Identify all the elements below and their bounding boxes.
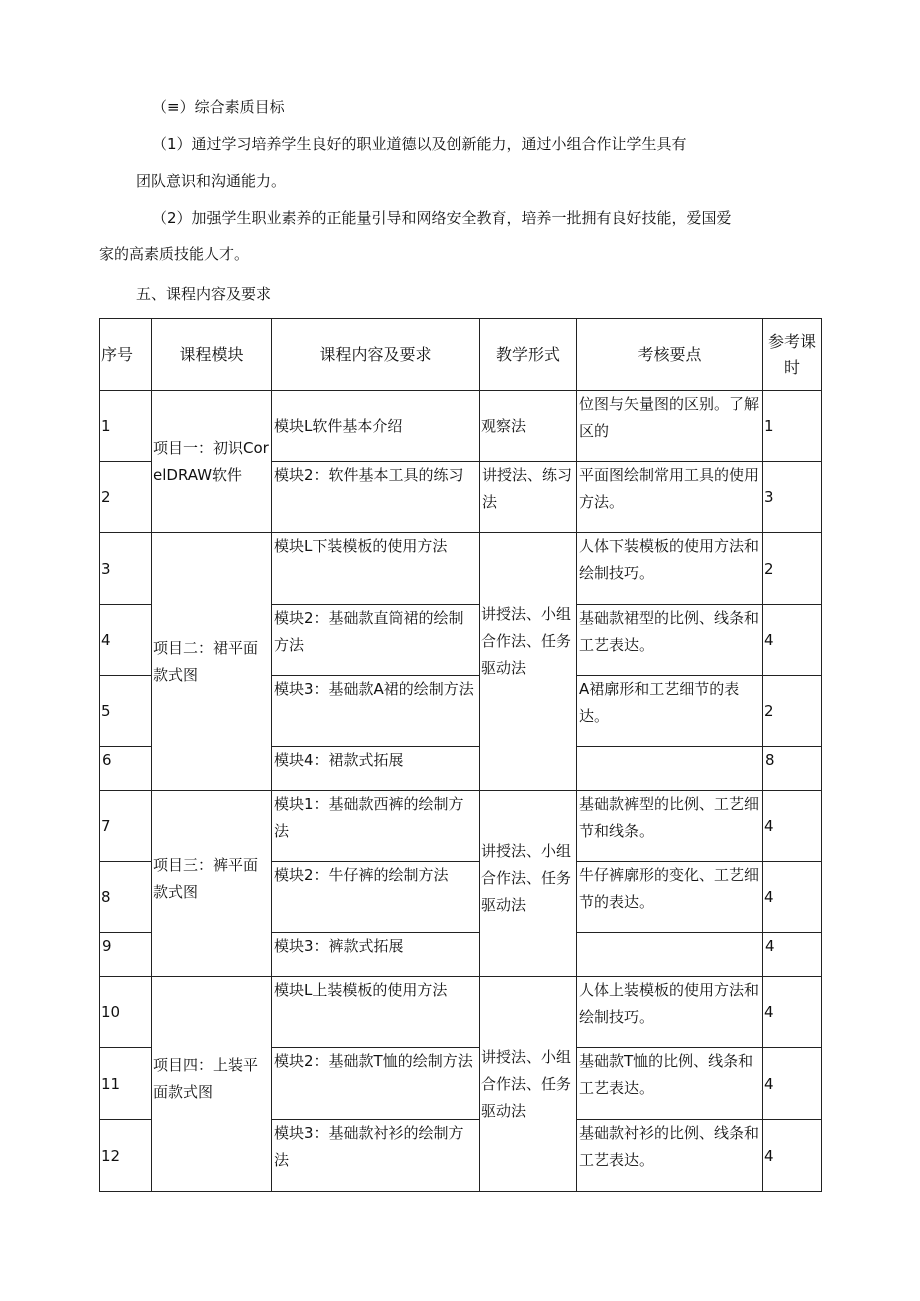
goal-2-line1: （2）加强学生职业素养的正能量引导和网络安全教育，培养一批拥有良好技能，爱国爱	[152, 209, 732, 227]
section5-heading: 五、课程内容及要求	[136, 285, 272, 303]
row-no: 1	[100, 391, 152, 462]
row-assess: 人体下装模板的使用方法和绘制技巧。	[577, 533, 763, 605]
row-assess: 平面图绘制常用工具的使用方法。	[577, 462, 763, 533]
project-1: 项目一：初识CorelDRAW软件	[152, 391, 272, 533]
goal-1-line2: 团队意识和沟通能力。	[136, 172, 287, 190]
method-group-2: 讲授法、小组合作法、任务驱动法	[480, 791, 577, 977]
row-assess: 位图与矢量图的区别。了解区的	[577, 391, 763, 462]
goal-2-line2: 家的高素质技能人才。	[99, 245, 250, 263]
goal-1-line1: （1）通过学习培养学生良好的职业道德以及创新能力，通过小组合作让学生具有	[152, 135, 687, 153]
project-3: 项目三：裤平面款式图	[152, 791, 272, 977]
table-row	[100, 533, 822, 605]
row-assess: 基础款裙型的比例、线条和工艺表达。	[577, 605, 763, 676]
header-method: 教学形式	[480, 319, 577, 391]
row-hours: 4	[763, 791, 822, 862]
table-header-row	[100, 319, 822, 391]
row-hours: 2	[763, 533, 822, 605]
row-no: 10	[100, 977, 152, 1048]
row-no: 9	[100, 933, 152, 977]
row-assess: 基础款衬衫的比例、线条和工艺表达。	[577, 1120, 763, 1192]
row-assess: 基础款T恤的比例、线条和工艺表达。	[577, 1048, 763, 1120]
table-row	[100, 791, 822, 862]
row-content: 模块L软件基本介绍	[272, 391, 480, 462]
row-assess	[577, 933, 763, 977]
row-no: 8	[100, 862, 152, 933]
section3-heading: （≡）综合素质目标	[152, 98, 285, 116]
method-lecture-practice: 讲授法、练习法	[480, 462, 577, 533]
row-assess	[577, 747, 763, 791]
row-assess: 人体上装模板的使用方法和绘制技巧。	[577, 977, 763, 1048]
row-hours: 4	[763, 977, 822, 1048]
row-no: 2	[100, 462, 152, 533]
row-assess: 牛仔裤廓形的变化、工艺细节的表达。	[577, 862, 763, 933]
method-group-1: 讲授法、小组合作法、任务驱动法	[480, 533, 577, 791]
header-module: 课程模块	[152, 319, 272, 391]
row-hours: 8	[763, 747, 822, 791]
method-observation: 观察法	[480, 391, 577, 462]
row-content: 模块3：基础款衬衫的绘制方法	[272, 1120, 480, 1192]
row-hours: 4	[763, 605, 822, 676]
header-seq: 序号	[100, 319, 152, 391]
row-content: 模块L上装模板的使用方法	[272, 977, 480, 1048]
row-no: 5	[100, 676, 152, 747]
row-content: 模块3：裤款式拓展	[272, 933, 480, 977]
row-content: 模块1：基础款西裤的绘制方法	[272, 791, 480, 862]
table-row	[100, 391, 822, 462]
table-row	[100, 977, 822, 1048]
method-group-3: 讲授法、小组合作法、任务驱动法	[480, 977, 577, 1192]
row-no: 11	[100, 1048, 152, 1120]
row-assess: A裙廓形和工艺细节的表达。	[577, 676, 763, 747]
row-no: 4	[100, 605, 152, 676]
row-hours: 4	[763, 933, 822, 977]
row-content: 模块4：裙款式拓展	[272, 747, 480, 791]
course-content-table	[99, 318, 822, 1192]
row-hours: 4	[763, 862, 822, 933]
row-no: 12	[100, 1120, 152, 1192]
row-content: 模块3：基础款A裙的绘制方法	[272, 676, 480, 747]
row-hours: 4	[763, 1048, 822, 1120]
row-assess: 基础款裤型的比例、工艺细节和线条。	[577, 791, 763, 862]
row-no: 3	[100, 533, 152, 605]
row-content: 模块2：基础款直筒裙的绘制方法	[272, 605, 480, 676]
row-hours: 4	[763, 1120, 822, 1192]
row-no: 6	[100, 747, 152, 791]
row-hours: 2	[763, 676, 822, 747]
row-hours: 3	[763, 462, 822, 533]
header-hours: 参考课时	[763, 319, 822, 391]
row-content: 模块2：基础款T恤的绘制方法	[272, 1048, 480, 1120]
project-2: 项目二：裙平面款式图	[152, 533, 272, 791]
header-content: 课程内容及要求	[272, 319, 480, 391]
header-assess: 考核要点	[577, 319, 763, 391]
row-content: 模块L下装模板的使用方法	[272, 533, 480, 605]
row-no: 7	[100, 791, 152, 862]
project-4: 项目四：上装平面款式图	[152, 977, 272, 1192]
row-content: 模块2：软件基本工具的练习	[272, 462, 480, 533]
row-hours: 1	[763, 391, 822, 462]
row-content: 模块2：牛仔裤的绘制方法	[272, 862, 480, 933]
